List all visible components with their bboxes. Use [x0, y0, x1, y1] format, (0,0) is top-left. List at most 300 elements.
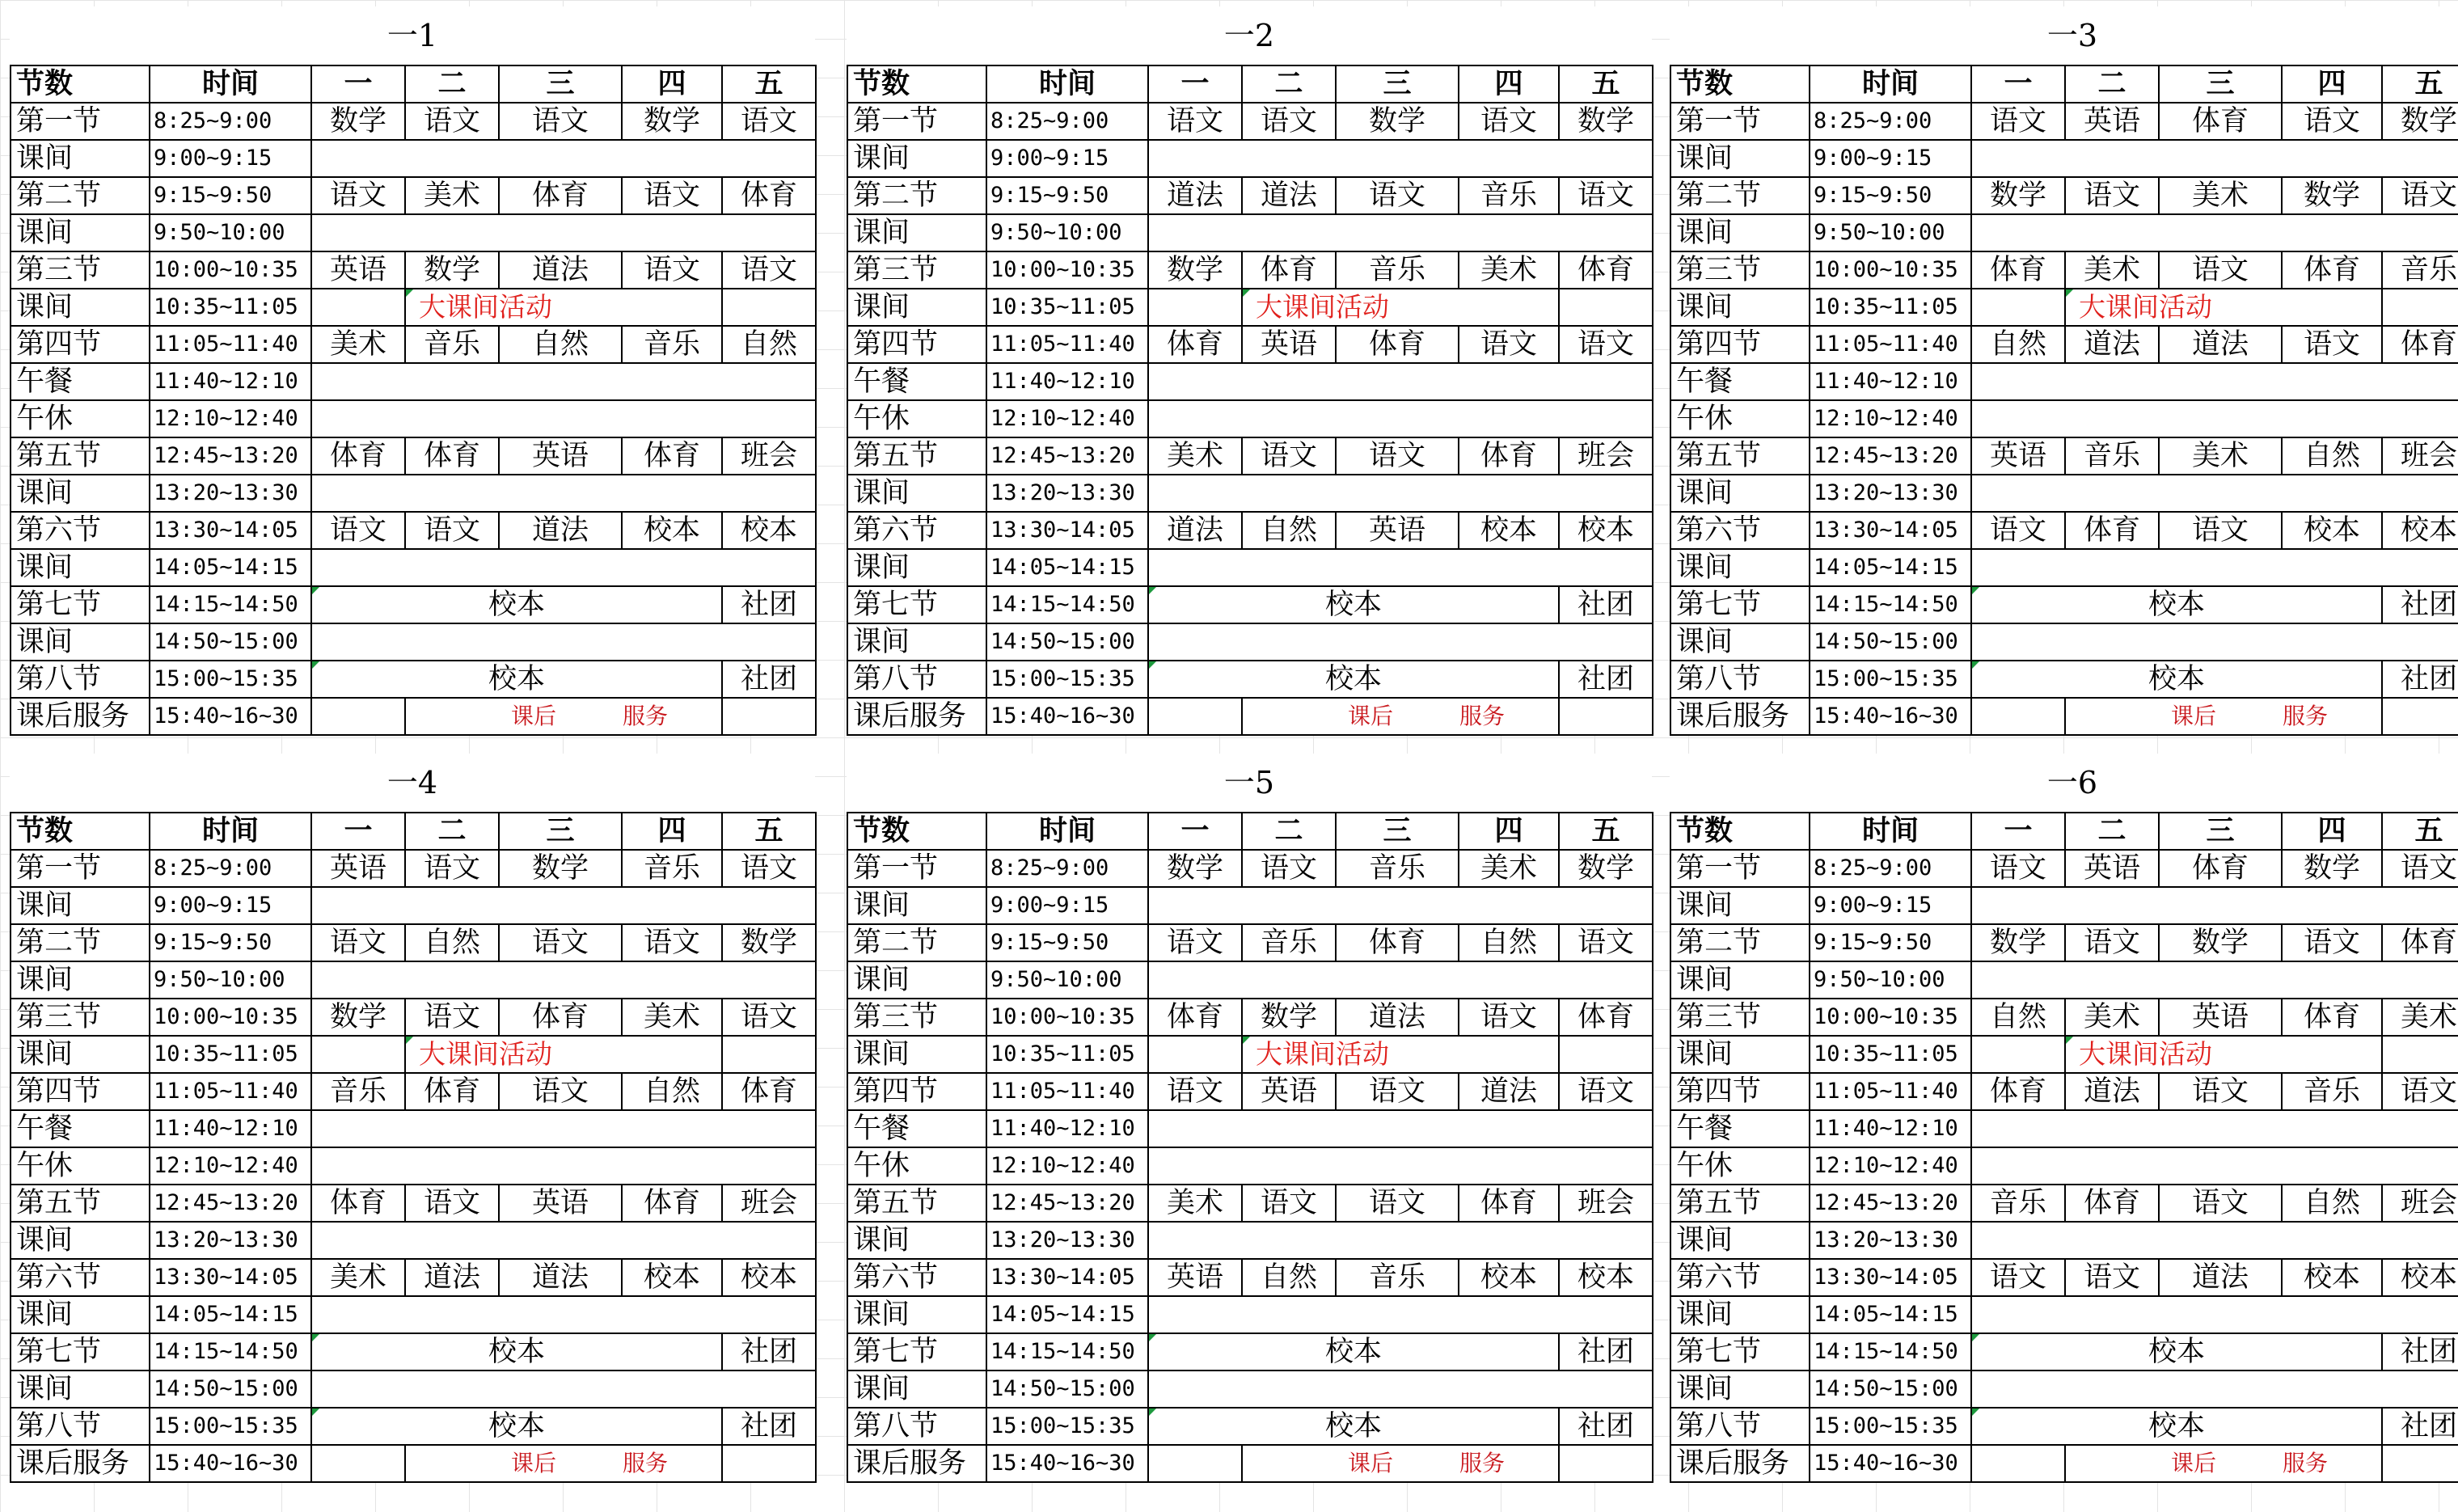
- break-label[interactable]: 课间: [1670, 475, 1810, 512]
- time-cell[interactable]: 13:20~13:30: [150, 475, 311, 512]
- period-label[interactable]: 第一节: [11, 103, 150, 140]
- subject-cell[interactable]: 英语: [311, 251, 405, 289]
- after-school-cell[interactable]: [405, 698, 722, 735]
- period-label[interactable]: 第五节: [847, 437, 986, 475]
- subject-cell[interactable]: 数学: [1971, 924, 2065, 961]
- time-cell[interactable]: 14:15~14:50: [986, 1333, 1148, 1371]
- subject-cell[interactable]: 道法: [499, 1259, 622, 1296]
- school-based-cell[interactable]: 校本: [1148, 661, 1559, 698]
- empty-cell[interactable]: [1148, 475, 1653, 512]
- time-cell[interactable]: 13:30~14:05: [1810, 512, 1971, 549]
- subject-cell[interactable]: 数学: [2159, 924, 2282, 961]
- column-header[interactable]: 三: [2159, 65, 2282, 103]
- subject-cell[interactable]: 体育: [1971, 1073, 2065, 1110]
- period-label[interactable]: 第四节: [1670, 326, 1810, 363]
- subject-cell[interactable]: 音乐: [2382, 251, 2458, 289]
- empty-cell[interactable]: [311, 1445, 405, 1482]
- break-label[interactable]: 午休: [11, 400, 150, 437]
- empty-cell[interactable]: [311, 1371, 816, 1408]
- subject-cell[interactable]: 体育: [2382, 924, 2458, 961]
- subject-cell[interactable]: 体育: [622, 1185, 722, 1222]
- empty-cell[interactable]: [311, 623, 816, 661]
- period-label[interactable]: 第一节: [847, 103, 986, 140]
- time-cell[interactable]: 8:25~9:00: [986, 103, 1148, 140]
- time-cell[interactable]: 15:40~16~30: [986, 698, 1148, 735]
- after-school-cell[interactable]: [1242, 698, 1559, 735]
- column-header[interactable]: 时间: [1810, 65, 1971, 103]
- subject-cell[interactable]: 体育: [1559, 251, 1653, 289]
- subject-cell[interactable]: 美术: [2065, 251, 2159, 289]
- subject-cell[interactable]: 语文: [622, 177, 722, 214]
- subject-cell[interactable]: 体育: [2282, 999, 2382, 1036]
- period-label[interactable]: 课后服务: [847, 1445, 986, 1482]
- subject-cell[interactable]: 体育: [2282, 251, 2382, 289]
- time-cell[interactable]: 9:15~9:50: [1810, 924, 1971, 961]
- time-cell[interactable]: 13:30~14:05: [150, 512, 311, 549]
- column-header[interactable]: 四: [622, 813, 722, 850]
- time-cell[interactable]: 14:50~15:00: [986, 623, 1148, 661]
- empty-cell[interactable]: [1971, 961, 2458, 999]
- time-cell[interactable]: 13:30~14:05: [986, 1259, 1148, 1296]
- empty-cell[interactable]: [1148, 1036, 1242, 1073]
- subject-cell[interactable]: 美术: [1459, 251, 1559, 289]
- subject-cell[interactable]: 体育: [1336, 924, 1459, 961]
- time-cell[interactable]: 8:25~9:00: [986, 850, 1148, 887]
- subject-cell[interactable]: 语文: [1559, 177, 1653, 214]
- subject-cell[interactable]: 班会: [722, 1185, 816, 1222]
- column-header[interactable]: 一: [1971, 65, 2065, 103]
- subject-cell[interactable]: 体育: [1242, 251, 1336, 289]
- subject-cell[interactable]: 语文: [1559, 924, 1653, 961]
- break-label[interactable]: 课间: [847, 623, 986, 661]
- column-header[interactable]: 三: [1336, 813, 1459, 850]
- empty-cell[interactable]: [1971, 1445, 2065, 1482]
- column-header[interactable]: 时间: [1810, 813, 1971, 850]
- period-label[interactable]: 第一节: [1670, 850, 1810, 887]
- time-cell[interactable]: 12:10~12:40: [986, 1147, 1148, 1185]
- empty-cell[interactable]: [1148, 289, 1242, 326]
- break-label[interactable]: 课间: [847, 1222, 986, 1259]
- subject-cell[interactable]: 体育: [1148, 326, 1242, 363]
- subject-cell[interactable]: 音乐: [1336, 251, 1459, 289]
- time-cell[interactable]: 11:05~11:40: [986, 1073, 1148, 1110]
- time-cell[interactable]: 10:35~11:05: [1810, 289, 1971, 326]
- subject-cell[interactable]: 体育: [622, 437, 722, 475]
- club-cell[interactable]: 社团: [1559, 1333, 1653, 1371]
- empty-cell[interactable]: [311, 1110, 816, 1147]
- empty-cell[interactable]: [1559, 1445, 1653, 1482]
- subject-cell[interactable]: 自然: [405, 924, 499, 961]
- empty-cell[interactable]: [311, 887, 816, 924]
- empty-cell[interactable]: [1148, 698, 1242, 735]
- period-label[interactable]: 课后服务: [11, 1445, 150, 1482]
- subject-cell[interactable]: 体育: [2159, 850, 2282, 887]
- subject-cell[interactable]: 英语: [1242, 1073, 1336, 1110]
- school-based-cell[interactable]: 校本: [1971, 661, 2382, 698]
- period-label[interactable]: 第六节: [847, 1259, 986, 1296]
- subject-cell[interactable]: 英语: [2065, 103, 2159, 140]
- time-cell[interactable]: 11:40~12:10: [1810, 363, 1971, 400]
- period-label[interactable]: 第五节: [1670, 1185, 1810, 1222]
- subject-cell[interactable]: 数学: [2282, 177, 2382, 214]
- subject-cell[interactable]: 数学: [1559, 850, 1653, 887]
- time-cell[interactable]: 14:50~15:00: [1810, 1371, 1971, 1408]
- time-cell[interactable]: 9:15~9:50: [150, 924, 311, 961]
- after-school-cell[interactable]: [405, 1445, 722, 1482]
- period-label[interactable]: 第八节: [847, 1408, 986, 1445]
- time-cell[interactable]: 15:00~15:35: [1810, 1408, 1971, 1445]
- time-cell[interactable]: 9:50~10:00: [1810, 214, 1971, 251]
- empty-cell[interactable]: [1148, 1296, 1653, 1333]
- break-label[interactable]: 课间: [847, 961, 986, 999]
- period-label[interactable]: 第四节: [847, 326, 986, 363]
- subject-cell[interactable]: 语文: [1971, 103, 2065, 140]
- break-label[interactable]: 课间: [11, 289, 150, 326]
- column-header[interactable]: 节数: [1670, 813, 1810, 850]
- big-activity-cell[interactable]: 大课间活动: [1242, 289, 1559, 326]
- period-label[interactable]: 第三节: [11, 999, 150, 1036]
- time-cell[interactable]: 8:25~9:00: [1810, 103, 1971, 140]
- subject-cell[interactable]: 语文: [405, 1185, 499, 1222]
- column-header[interactable]: 一: [1148, 65, 1242, 103]
- time-cell[interactable]: 9:00~9:15: [986, 140, 1148, 177]
- subject-cell[interactable]: 自然: [1459, 924, 1559, 961]
- column-header[interactable]: 二: [405, 813, 499, 850]
- subject-cell[interactable]: 道法: [1148, 177, 1242, 214]
- subject-cell[interactable]: 美术: [2159, 437, 2282, 475]
- empty-cell[interactable]: [311, 698, 405, 735]
- big-activity-cell[interactable]: 大课间活动: [1242, 1036, 1559, 1073]
- empty-cell[interactable]: [1148, 549, 1653, 586]
- period-label[interactable]: 第二节: [11, 177, 150, 214]
- big-activity-cell[interactable]: 大课间活动: [405, 1036, 722, 1073]
- subject-cell[interactable]: 语文: [1148, 1073, 1242, 1110]
- break-label[interactable]: 课间: [11, 1222, 150, 1259]
- subject-cell[interactable]: 语文: [2065, 1259, 2159, 1296]
- time-cell[interactable]: 9:50~10:00: [150, 961, 311, 999]
- school-based-cell[interactable]: 校本: [311, 1333, 722, 1371]
- subject-cell[interactable]: 数学: [1336, 103, 1459, 140]
- subject-cell[interactable]: 英语: [499, 437, 622, 475]
- time-cell[interactable]: 10:00~10:35: [150, 251, 311, 289]
- time-cell[interactable]: 15:40~16~30: [1810, 698, 1971, 735]
- subject-cell[interactable]: 体育: [311, 1185, 405, 1222]
- subject-cell[interactable]: 数学: [311, 999, 405, 1036]
- time-cell[interactable]: 13:20~13:30: [1810, 475, 1971, 512]
- break-label[interactable]: 午休: [1670, 400, 1810, 437]
- break-label[interactable]: 课间: [1670, 140, 1810, 177]
- break-label[interactable]: 课间: [847, 887, 986, 924]
- subject-cell[interactable]: 音乐: [2065, 437, 2159, 475]
- time-cell[interactable]: 13:30~14:05: [986, 512, 1148, 549]
- subject-cell[interactable]: 语文: [2159, 512, 2282, 549]
- break-label[interactable]: 午休: [1670, 1147, 1810, 1185]
- break-label[interactable]: 课间: [847, 140, 986, 177]
- period-label[interactable]: 第二节: [847, 177, 986, 214]
- big-activity-cell[interactable]: 大课间活动: [405, 289, 722, 326]
- time-cell[interactable]: 15:40~16~30: [150, 1445, 311, 1482]
- empty-cell[interactable]: [1971, 1147, 2458, 1185]
- time-cell[interactable]: 10:35~11:05: [986, 1036, 1148, 1073]
- subject-cell[interactable]: 道法: [1336, 999, 1459, 1036]
- period-label[interactable]: 第二节: [1670, 177, 1810, 214]
- subject-cell[interactable]: 音乐: [1336, 1259, 1459, 1296]
- time-cell[interactable]: 11:40~12:10: [150, 1110, 311, 1147]
- empty-cell[interactable]: [1559, 698, 1653, 735]
- subject-cell[interactable]: 校本: [2282, 512, 2382, 549]
- subject-cell[interactable]: 道法: [2159, 1259, 2282, 1296]
- period-label[interactable]: 第三节: [11, 251, 150, 289]
- subject-cell[interactable]: 音乐: [1971, 1185, 2065, 1222]
- time-cell[interactable]: 8:25~9:00: [150, 850, 311, 887]
- empty-cell[interactable]: [311, 549, 816, 586]
- time-cell[interactable]: 14:50~15:00: [986, 1371, 1148, 1408]
- subject-cell[interactable]: 语文: [2382, 1073, 2458, 1110]
- subject-cell[interactable]: 体育: [499, 999, 622, 1036]
- break-label[interactable]: 课间: [11, 887, 150, 924]
- subject-cell[interactable]: 语文: [2159, 251, 2282, 289]
- break-label[interactable]: 课间: [847, 549, 986, 586]
- subject-cell[interactable]: 英语: [1971, 437, 2065, 475]
- subject-cell[interactable]: 语文: [2382, 850, 2458, 887]
- empty-cell[interactable]: [311, 1222, 816, 1259]
- column-header[interactable]: 时间: [150, 813, 311, 850]
- subject-cell[interactable]: 道法: [1242, 177, 1336, 214]
- empty-cell[interactable]: [311, 961, 816, 999]
- subject-cell[interactable]: 语文: [1971, 512, 2065, 549]
- subject-cell[interactable]: 语文: [1459, 103, 1559, 140]
- column-header[interactable]: 五: [2382, 813, 2458, 850]
- subject-cell[interactable]: 美术: [622, 999, 722, 1036]
- subject-cell[interactable]: 道法: [499, 251, 622, 289]
- break-label[interactable]: 课间: [847, 214, 986, 251]
- subject-cell[interactable]: 美术: [1148, 1185, 1242, 1222]
- subject-cell[interactable]: 自然: [1242, 1259, 1336, 1296]
- time-cell[interactable]: 12:45~13:20: [150, 437, 311, 475]
- break-label[interactable]: 课间: [11, 1371, 150, 1408]
- subject-cell[interactable]: 数学: [311, 103, 405, 140]
- break-label[interactable]: 午餐: [11, 363, 150, 400]
- subject-cell[interactable]: 语文: [1336, 177, 1459, 214]
- club-cell[interactable]: 社团: [722, 661, 816, 698]
- subject-cell[interactable]: 体育: [311, 437, 405, 475]
- school-based-cell[interactable]: 校本: [1971, 586, 2382, 623]
- subject-cell[interactable]: 音乐: [2282, 1073, 2382, 1110]
- column-header[interactable]: 时间: [986, 813, 1148, 850]
- column-header[interactable]: 节数: [11, 813, 150, 850]
- club-cell[interactable]: 社团: [722, 1333, 816, 1371]
- time-cell[interactable]: 11:05~11:40: [150, 326, 311, 363]
- period-label[interactable]: 第八节: [1670, 661, 1810, 698]
- column-header[interactable]: 三: [499, 65, 622, 103]
- school-based-cell[interactable]: 校本: [311, 1408, 722, 1445]
- time-cell[interactable]: 10:35~11:05: [986, 289, 1148, 326]
- subject-cell[interactable]: 体育: [1336, 326, 1459, 363]
- subject-cell[interactable]: 语文: [405, 512, 499, 549]
- empty-cell[interactable]: [311, 363, 816, 400]
- period-label[interactable]: 第五节: [11, 1185, 150, 1222]
- time-cell[interactable]: 10:35~11:05: [150, 1036, 311, 1073]
- subject-cell[interactable]: 英语: [311, 850, 405, 887]
- empty-cell[interactable]: [311, 400, 816, 437]
- column-header[interactable]: 一: [1148, 813, 1242, 850]
- time-cell[interactable]: 13:30~14:05: [1810, 1259, 1971, 1296]
- time-cell[interactable]: 15:40~16~30: [1810, 1445, 1971, 1482]
- period-label[interactable]: 第三节: [847, 251, 986, 289]
- empty-cell[interactable]: [1148, 363, 1653, 400]
- club-cell[interactable]: 社团: [2382, 1408, 2458, 1445]
- subject-cell[interactable]: 体育: [1971, 251, 2065, 289]
- subject-cell[interactable]: 语文: [722, 103, 816, 140]
- empty-cell[interactable]: [1971, 1110, 2458, 1147]
- subject-cell[interactable]: 校本: [722, 512, 816, 549]
- subject-cell[interactable]: 英语: [1242, 326, 1336, 363]
- subject-cell[interactable]: 语文: [1148, 103, 1242, 140]
- time-cell[interactable]: 10:00~10:35: [986, 251, 1148, 289]
- subject-cell[interactable]: 语文: [1459, 999, 1559, 1036]
- column-header[interactable]: 五: [2382, 65, 2458, 103]
- empty-cell[interactable]: [311, 289, 405, 326]
- period-label[interactable]: 课后服务: [1670, 698, 1810, 735]
- empty-cell[interactable]: [1971, 1222, 2458, 1259]
- empty-cell[interactable]: [1148, 623, 1653, 661]
- time-cell[interactable]: 10:00~10:35: [1810, 251, 1971, 289]
- subject-cell[interactable]: 自然: [1971, 999, 2065, 1036]
- time-cell[interactable]: 14:50~15:00: [150, 1371, 311, 1408]
- subject-cell[interactable]: 语文: [2282, 924, 2382, 961]
- time-cell[interactable]: 9:15~9:50: [150, 177, 311, 214]
- subject-cell[interactable]: 自然: [499, 326, 622, 363]
- time-cell[interactable]: 14:05~14:15: [1810, 549, 1971, 586]
- time-cell[interactable]: 14:05~14:15: [150, 1296, 311, 1333]
- period-label[interactable]: 第八节: [1670, 1408, 1810, 1445]
- club-cell[interactable]: 社团: [1559, 1408, 1653, 1445]
- subject-cell[interactable]: 英语: [499, 1185, 622, 1222]
- school-based-cell[interactable]: 校本: [1148, 1333, 1559, 1371]
- subject-cell[interactable]: 语文: [1971, 850, 2065, 887]
- subject-cell[interactable]: 语文: [1242, 850, 1336, 887]
- subject-cell[interactable]: 音乐: [1242, 924, 1336, 961]
- subject-cell[interactable]: 校本: [2382, 1259, 2458, 1296]
- empty-cell[interactable]: [1971, 363, 2458, 400]
- subject-cell[interactable]: 体育: [2065, 1185, 2159, 1222]
- subject-cell[interactable]: 校本: [1459, 1259, 1559, 1296]
- subject-cell[interactable]: 音乐: [1459, 177, 1559, 214]
- subject-cell[interactable]: 美术: [2159, 177, 2282, 214]
- subject-cell[interactable]: 数学: [1242, 999, 1336, 1036]
- empty-cell[interactable]: [311, 1036, 405, 1073]
- break-label[interactable]: 课间: [1670, 289, 1810, 326]
- subject-cell[interactable]: 数学: [2382, 103, 2458, 140]
- subject-cell[interactable]: 英语: [2159, 999, 2282, 1036]
- subject-cell[interactable]: 语文: [311, 177, 405, 214]
- period-label[interactable]: 第四节: [847, 1073, 986, 1110]
- subject-cell[interactable]: 道法: [2159, 326, 2282, 363]
- break-label[interactable]: 课间: [11, 140, 150, 177]
- column-header[interactable]: 四: [1459, 65, 1559, 103]
- break-label[interactable]: 课间: [11, 961, 150, 999]
- big-activity-cell[interactable]: 大课间活动: [2065, 289, 2382, 326]
- club-cell[interactable]: 社团: [1559, 586, 1653, 623]
- period-label[interactable]: 第四节: [11, 1073, 150, 1110]
- subject-cell[interactable]: 语文: [1459, 326, 1559, 363]
- subject-cell[interactable]: 语文: [2065, 177, 2159, 214]
- time-cell[interactable]: 9:15~9:50: [1810, 177, 1971, 214]
- subject-cell[interactable]: 自然: [722, 326, 816, 363]
- subject-cell[interactable]: 校本: [1559, 1259, 1653, 1296]
- time-cell[interactable]: 9:50~10:00: [986, 214, 1148, 251]
- time-cell[interactable]: 14:05~14:15: [150, 549, 311, 586]
- empty-cell[interactable]: [1971, 475, 2458, 512]
- break-label[interactable]: 课间: [11, 1296, 150, 1333]
- subject-cell[interactable]: 美术: [2065, 999, 2159, 1036]
- time-cell[interactable]: 9:00~9:15: [150, 887, 311, 924]
- subject-cell[interactable]: 体育: [1559, 999, 1653, 1036]
- column-header[interactable]: 二: [1242, 813, 1336, 850]
- subject-cell[interactable]: 音乐: [1336, 850, 1459, 887]
- empty-cell[interactable]: [722, 289, 816, 326]
- time-cell[interactable]: 9:00~9:15: [1810, 887, 1971, 924]
- column-header[interactable]: 二: [1242, 65, 1336, 103]
- time-cell[interactable]: 10:35~11:05: [150, 289, 311, 326]
- school-based-cell[interactable]: 校本: [1148, 1408, 1559, 1445]
- empty-cell[interactable]: [311, 1296, 816, 1333]
- time-cell[interactable]: 9:15~9:50: [986, 924, 1148, 961]
- subject-cell[interactable]: 体育: [2382, 326, 2458, 363]
- time-cell[interactable]: 15:40~16~30: [986, 1445, 1148, 1482]
- empty-cell[interactable]: [1971, 1296, 2458, 1333]
- column-header[interactable]: 四: [2282, 65, 2382, 103]
- time-cell[interactable]: 13:20~13:30: [986, 1222, 1148, 1259]
- period-label[interactable]: 第二节: [847, 924, 986, 961]
- column-header[interactable]: 一: [311, 65, 405, 103]
- subject-cell[interactable]: 语文: [1242, 437, 1336, 475]
- subject-cell[interactable]: 体育: [405, 1073, 499, 1110]
- subject-cell[interactable]: 道法: [2065, 1073, 2159, 1110]
- subject-cell[interactable]: 英语: [2065, 850, 2159, 887]
- time-cell[interactable]: 11:05~11:40: [1810, 326, 1971, 363]
- period-label[interactable]: 第三节: [1670, 999, 1810, 1036]
- subject-cell[interactable]: 语文: [622, 251, 722, 289]
- subject-cell[interactable]: 体育: [405, 437, 499, 475]
- empty-cell[interactable]: [1148, 400, 1653, 437]
- school-based-cell[interactable]: 校本: [1148, 586, 1559, 623]
- time-cell[interactable]: 8:25~9:00: [1810, 850, 1971, 887]
- subject-cell[interactable]: 语文: [2382, 177, 2458, 214]
- subject-cell[interactable]: 数学: [405, 251, 499, 289]
- period-label[interactable]: 第一节: [847, 850, 986, 887]
- subject-cell[interactable]: 道法: [1459, 1073, 1559, 1110]
- subject-cell[interactable]: 班会: [722, 437, 816, 475]
- time-cell[interactable]: 13:20~13:30: [1810, 1222, 1971, 1259]
- subject-cell[interactable]: 班会: [2382, 437, 2458, 475]
- break-label[interactable]: 课间: [847, 1371, 986, 1408]
- time-cell[interactable]: 15:00~15:35: [986, 661, 1148, 698]
- period-label[interactable]: 第一节: [11, 850, 150, 887]
- time-cell[interactable]: 15:40~16~30: [150, 698, 311, 735]
- subject-cell[interactable]: 语文: [2065, 924, 2159, 961]
- subject-cell[interactable]: 道法: [1148, 512, 1242, 549]
- time-cell[interactable]: 14:15~14:50: [986, 586, 1148, 623]
- empty-cell[interactable]: [311, 475, 816, 512]
- subject-cell[interactable]: 自然: [1971, 326, 2065, 363]
- subject-cell[interactable]: 音乐: [622, 326, 722, 363]
- subject-cell[interactable]: 校本: [2282, 1259, 2382, 1296]
- break-label[interactable]: 课间: [11, 1036, 150, 1073]
- empty-cell[interactable]: [1971, 887, 2458, 924]
- break-label[interactable]: 午休: [847, 1147, 986, 1185]
- empty-cell[interactable]: [1971, 623, 2458, 661]
